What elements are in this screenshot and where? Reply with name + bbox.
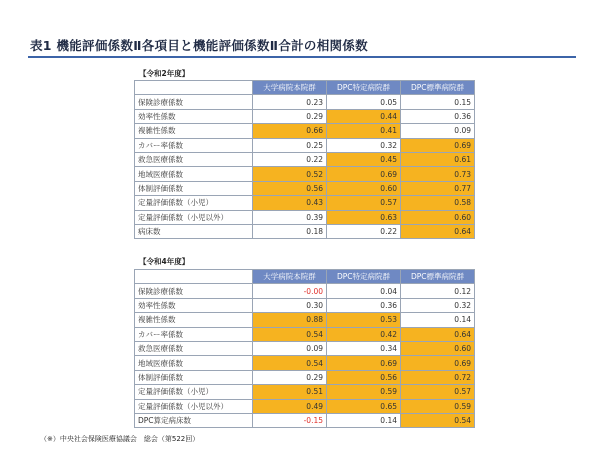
value-cell: 0.54 — [253, 356, 327, 370]
value-cell: 0.18 — [253, 224, 327, 238]
value-cell: 0.25 — [253, 138, 327, 152]
table-header-row — [135, 81, 475, 95]
row-label: 複雑性係数 — [135, 313, 253, 327]
row-label: 定量評価係数（小児以外） — [135, 399, 253, 413]
value-cell: 0.22 — [327, 224, 401, 238]
row-label: 病床数 — [135, 224, 253, 238]
value-cell: 0.59 — [327, 385, 401, 399]
value-cell: 0.14 — [327, 413, 401, 427]
table-row — [135, 152, 475, 166]
header-corner-cell — [135, 81, 253, 95]
value-cell: 0.57 — [327, 196, 401, 210]
value-cell: 0.05 — [327, 95, 401, 109]
value-cell: 0.14 — [401, 313, 475, 327]
column-header: 大学病院本院群 — [253, 270, 327, 284]
value-cell: 0.60 — [327, 181, 401, 195]
value-cell: 0.63 — [327, 210, 401, 224]
table-row — [135, 341, 475, 355]
value-cell: -0.00 — [253, 284, 327, 298]
table-row — [135, 413, 475, 427]
value-cell: 0.64 — [401, 327, 475, 341]
row-label: 体制評価係数 — [135, 370, 253, 384]
value-cell: 0.09 — [401, 124, 475, 138]
source-footnote: （※）中央社会保険医療協議会 総会（第522回） — [40, 435, 200, 443]
value-cell: 0.69 — [327, 356, 401, 370]
value-cell: 0.42 — [327, 327, 401, 341]
value-cell: -0.15 — [253, 413, 327, 427]
value-cell: 0.04 — [327, 284, 401, 298]
row-label: 定量評価係数（小児以外） — [135, 210, 253, 224]
section-label-r4: 【令和4年度】 — [139, 257, 190, 266]
section-label-r2: 【令和2年度】 — [139, 69, 190, 78]
row-label: 体制評価係数 — [135, 181, 253, 195]
row-label: DPC算定病床数 — [135, 413, 253, 427]
row-label: 定量評価係数（小児） — [135, 385, 253, 399]
value-cell: 0.61 — [401, 152, 475, 166]
value-cell: 0.49 — [253, 399, 327, 413]
table-row — [135, 138, 475, 152]
table-row — [135, 313, 475, 327]
value-cell: 0.43 — [253, 196, 327, 210]
value-cell: 0.30 — [253, 298, 327, 312]
value-cell: 0.32 — [327, 138, 401, 152]
value-cell: 0.36 — [401, 109, 475, 123]
table-row — [135, 167, 475, 181]
value-cell: 0.69 — [401, 138, 475, 152]
table-row — [135, 385, 475, 399]
value-cell: 0.54 — [253, 327, 327, 341]
value-cell: 0.66 — [253, 124, 327, 138]
value-cell: 0.69 — [401, 356, 475, 370]
correlation-table-r2 — [134, 80, 475, 239]
value-cell: 0.58 — [401, 196, 475, 210]
value-cell: 0.64 — [401, 224, 475, 238]
table-row — [135, 181, 475, 195]
row-label: 保険診療係数 — [135, 284, 253, 298]
value-cell: 0.56 — [253, 181, 327, 195]
table-row — [135, 356, 475, 370]
table-row — [135, 298, 475, 312]
row-label: 定量評価係数（小児） — [135, 196, 253, 210]
row-label: カバー率係数 — [135, 138, 253, 152]
row-label: 複雑性係数 — [135, 124, 253, 138]
row-label: 効率性係数 — [135, 298, 253, 312]
table-row — [135, 370, 475, 384]
value-cell: 0.77 — [401, 181, 475, 195]
value-cell: 0.65 — [327, 399, 401, 413]
value-cell: 0.34 — [327, 341, 401, 355]
value-cell: 0.73 — [401, 167, 475, 181]
value-cell: 0.51 — [253, 385, 327, 399]
table-row — [135, 196, 475, 210]
value-cell: 0.29 — [253, 370, 327, 384]
value-cell: 0.09 — [253, 341, 327, 355]
value-cell: 0.39 — [253, 210, 327, 224]
table-row — [135, 284, 475, 298]
table-row — [135, 95, 475, 109]
row-label: 救急医療係数 — [135, 152, 253, 166]
table-row — [135, 109, 475, 123]
column-header: DPC標準病院群 — [401, 81, 475, 95]
value-cell: 0.72 — [401, 370, 475, 384]
value-cell: 0.45 — [327, 152, 401, 166]
value-cell: 0.12 — [401, 284, 475, 298]
value-cell: 0.15 — [401, 95, 475, 109]
table-row — [135, 224, 475, 238]
table-row — [135, 327, 475, 341]
value-cell: 0.59 — [401, 399, 475, 413]
value-cell: 0.57 — [401, 385, 475, 399]
value-cell: 0.23 — [253, 95, 327, 109]
value-cell: 0.36 — [327, 298, 401, 312]
row-label: カバー率係数 — [135, 327, 253, 341]
table-row — [135, 399, 475, 413]
value-cell: 0.56 — [327, 370, 401, 384]
row-label: 保険診療係数 — [135, 95, 253, 109]
value-cell: 0.69 — [327, 167, 401, 181]
value-cell: 0.29 — [253, 109, 327, 123]
row-label: 地域医療係数 — [135, 167, 253, 181]
value-cell: 0.41 — [327, 124, 401, 138]
table-row — [135, 210, 475, 224]
value-cell: 0.53 — [327, 313, 401, 327]
column-header: DPC標準病院群 — [401, 270, 475, 284]
value-cell: 0.52 — [253, 167, 327, 181]
value-cell: 0.60 — [401, 210, 475, 224]
value-cell: 0.44 — [327, 109, 401, 123]
value-cell: 0.22 — [253, 152, 327, 166]
value-cell: 0.60 — [401, 341, 475, 355]
header-corner-cell — [135, 270, 253, 284]
column-header: DPC特定病院群 — [327, 81, 401, 95]
title-divider — [28, 56, 576, 58]
column-header: 大学病院本院群 — [253, 81, 327, 95]
row-label: 救急医療係数 — [135, 341, 253, 355]
correlation-table-r4 — [134, 269, 475, 428]
row-label: 地域医療係数 — [135, 356, 253, 370]
row-label: 効率性係数 — [135, 109, 253, 123]
value-cell: 0.32 — [401, 298, 475, 312]
value-cell: 0.88 — [253, 313, 327, 327]
column-header: DPC特定病院群 — [327, 270, 401, 284]
table-header-row — [135, 270, 475, 284]
page-title: 表1 機能評価係数Ⅱ各項目と機能評価係数Ⅱ合計の相関係数 — [30, 38, 368, 53]
value-cell: 0.54 — [401, 413, 475, 427]
table-row — [135, 124, 475, 138]
